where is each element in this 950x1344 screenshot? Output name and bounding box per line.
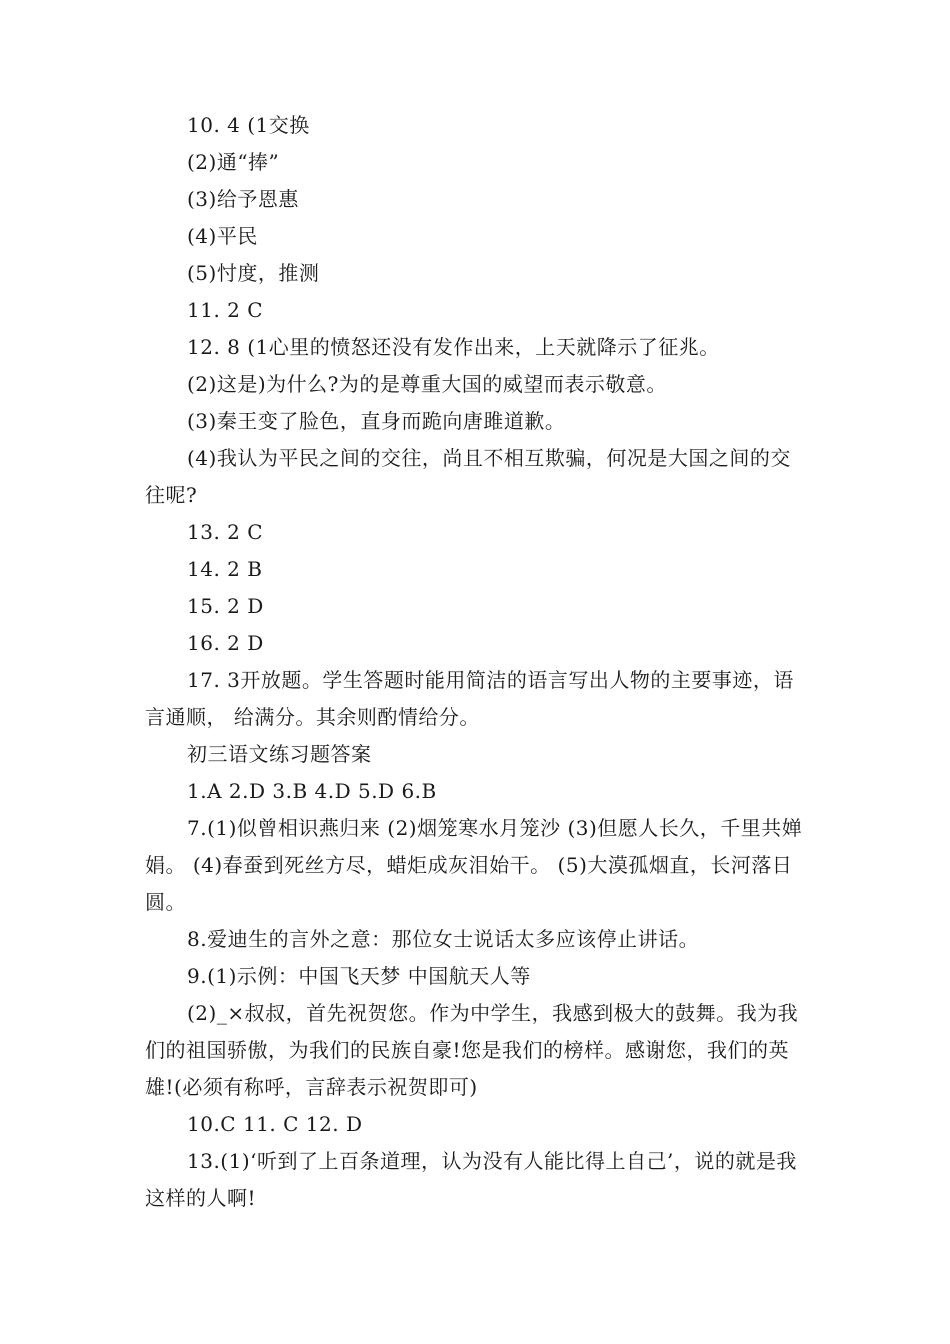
answer-line-14: 14. 2 B <box>187 557 263 581</box>
answer-line-16: 16. 2 D <box>187 631 264 655</box>
answer-line-9-2: (2)_×叔叔，首先祝贺您。作为中学生，我感到极大的鼓舞。我为我们的祖国骄傲，为我们的民族自豪!您是我们的榜样。感谢您，我们的英雄!(必须有称呼，言辞表示祝贺即可) <box>145 1001 799 1099</box>
answer-line-12-translation-4: (4)我认为平民之间的交往，尚且不相互欺骗，何况是大国之间的交往呢? <box>145 446 791 507</box>
answer-line-10-12: 10.C 11. C 12. D <box>187 1112 363 1136</box>
section-title: 初三语文练习题答案 <box>187 742 372 766</box>
answer-line-10-item-3: (3)给予恩惠 <box>187 187 299 211</box>
answer-line-11: 11. 2 C <box>187 298 264 322</box>
answer-line-10-explanations: 10. 4 (1交换 <box>187 113 310 137</box>
answer-line-13-1: 13.(1)‘听到了上百条道理，认为没有人能比得上自己’，说的就是我这样的人啊! <box>145 1149 797 1210</box>
answer-line-9-1: 9.(1)示例：中国飞天梦 中国航天人等 <box>187 964 531 988</box>
answer-line-8: 8.爱迪生的言外之意：那位女士说话太多应该停止讲话。 <box>187 927 700 951</box>
document-body <box>145 107 810 1217</box>
answer-line-7-poems: 7.(1)似曾相识燕归来 (2)烟笼寒水月笼沙 (3)但愿人长久，千里共婵娟。 (4)春蚕到死丝方尽，蜡炬成灰泪始干。 (5)大漠孤烟直，长河落日圆。 <box>145 816 803 914</box>
answer-line-12-translation-3: (3)秦王变了脸色，直身而跪向唐雎道歉。 <box>187 409 566 433</box>
answer-line-10-item-2: (2)通“捧” <box>187 150 280 174</box>
answer-line-15: 15. 2 D <box>187 594 264 618</box>
answer-line-10-item-5: (5)忖度，推测 <box>187 261 320 285</box>
answer-line-12-translation-1: 12. 8 (1心里的愤怒还没有发作出来，上天就降示了征兆。 <box>187 335 720 359</box>
answer-line-1-6: 1.A 2.D 3.B 4.D 5.D 6.B <box>187 779 437 803</box>
answer-line-13: 13. 2 C <box>187 520 264 544</box>
answer-line-12-translation-2: (2)这是)为什么?为的是尊重大国的威望而表示敬意。 <box>187 372 667 396</box>
answer-line-10-item-4: (4)平民 <box>187 224 258 248</box>
answer-line-17: 17. 3开放题。学生答题时能用简洁的语言写出人物的主要事迹，语言通顺， 给满分。其余则酌情给分。 <box>145 668 794 729</box>
